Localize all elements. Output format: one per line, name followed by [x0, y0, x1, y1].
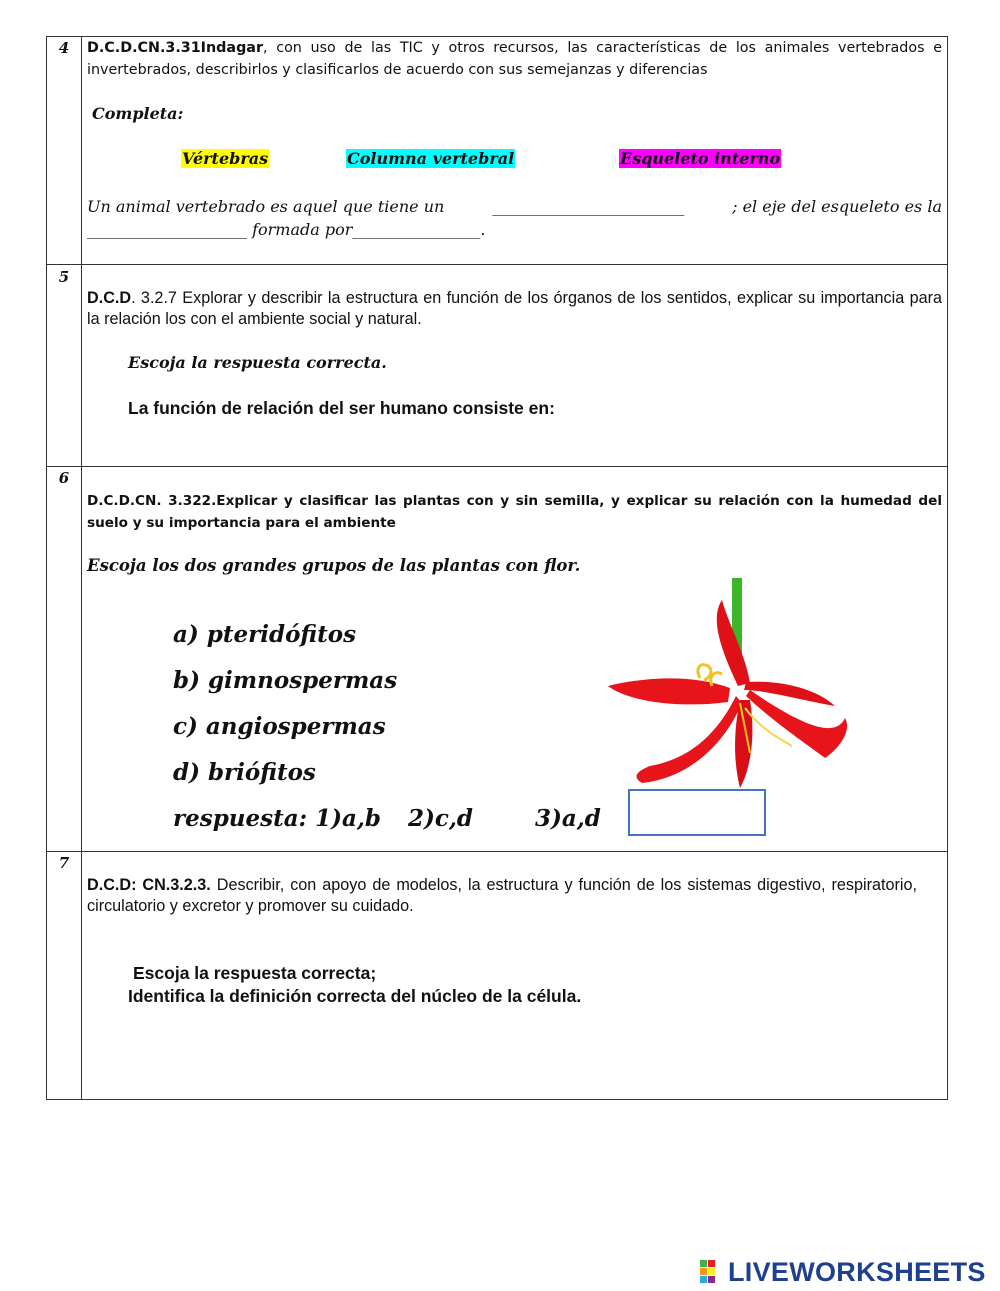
sentence-text: formada por [252, 220, 353, 239]
answer-choice: 1)a,b [315, 805, 382, 832]
logo-text: LIVEWORKSHEETS [728, 1256, 986, 1287]
row-divider [47, 851, 947, 852]
petal [637, 696, 742, 783]
worksheet-table [46, 36, 948, 1100]
blank-field[interactable]: ________________ [352, 220, 481, 239]
logo-icon [700, 1260, 724, 1284]
row-number: 4 [58, 39, 70, 57]
sentence-text: . [480, 220, 486, 239]
question: Identifica la definición correcta del núcleo de la célula. [128, 986, 582, 1006]
number-column-divider [81, 37, 82, 1099]
option-b[interactable]: b) gimnospermas [173, 667, 398, 694]
row-divider [47, 264, 947, 265]
answer-label: respuesta: [173, 805, 308, 832]
standard-description: . 3.2.7 Explorar y describir la estructura en función de los órganos de los sentidos, explicar su importancia para la relación los con el ambiente social y natural. [87, 289, 942, 328]
red-lily-flower-image [600, 578, 860, 793]
answer-input-box[interactable] [628, 789, 766, 836]
row-number: 5 [58, 268, 70, 286]
question: La función de relación del ser humano consiste en: [128, 398, 555, 418]
liveworksheets-logo [700, 1257, 986, 1287]
standard-text [87, 875, 917, 917]
option-d[interactable]: d) briófitos [173, 759, 316, 786]
stamen [698, 665, 711, 680]
standard-text: D.C.D.CN. 3.322.Explicar y clasificar las plantas con y sin semilla, y explicar su relación con la humedad del suelo y su importancia para el ambiente [87, 493, 942, 531]
option-c[interactable]: c) angiospermas [173, 713, 386, 740]
standard-description: , con uso de las TIC y otros recursos, las características de los animales vertebrados e invertebrados, describirlos y clasificarlos de acuerdo con sus semejanzas y diferencias [87, 40, 942, 78]
instruction: Escoja la respuesta correcta. [128, 353, 387, 372]
standard-description: Describir, con apoyo de modelos, la estructura y función de los sistemas digestivo, respiratorio, circulatorio y excretor y promover su cuidado. [87, 876, 917, 915]
instruction: Escoja los dos grandes grupos de las plantas con flor. [87, 556, 581, 575]
standard-code: D.C.D: CN.3.2.3. [87, 876, 211, 894]
row-number: 7 [58, 854, 70, 872]
sentence-text: ; el eje del esqueleto es la [732, 197, 942, 216]
instruction: Escoja la respuesta correcta; [133, 963, 377, 983]
word-bank-item: Esqueleto interno [620, 149, 781, 168]
row-number: 6 [58, 469, 70, 487]
word-bank-item: Vértebras [182, 149, 269, 168]
row-divider [47, 466, 947, 467]
standard-text [87, 37, 942, 81]
fill-in-sentence [87, 195, 942, 241]
standard-code: D.C.D.CN.3.31Indagar [87, 40, 263, 56]
blank-field[interactable]: ____________________ [87, 220, 247, 239]
standard-code: D.C.D [87, 289, 132, 307]
standard-text [87, 288, 942, 330]
answer-choice: 3)a,d [535, 805, 601, 832]
blank-field[interactable]: ________________________ [492, 197, 685, 216]
sentence-text: Un animal vertebrado es aquel que tiene un [87, 197, 445, 216]
word-bank-item: Columna vertebral [347, 149, 515, 168]
instruction: Completa: [92, 104, 184, 123]
option-a[interactable]: a) pteridófitos [173, 621, 357, 648]
answer-choice: 2)c,d [408, 805, 473, 832]
answer-line [173, 805, 381, 832]
